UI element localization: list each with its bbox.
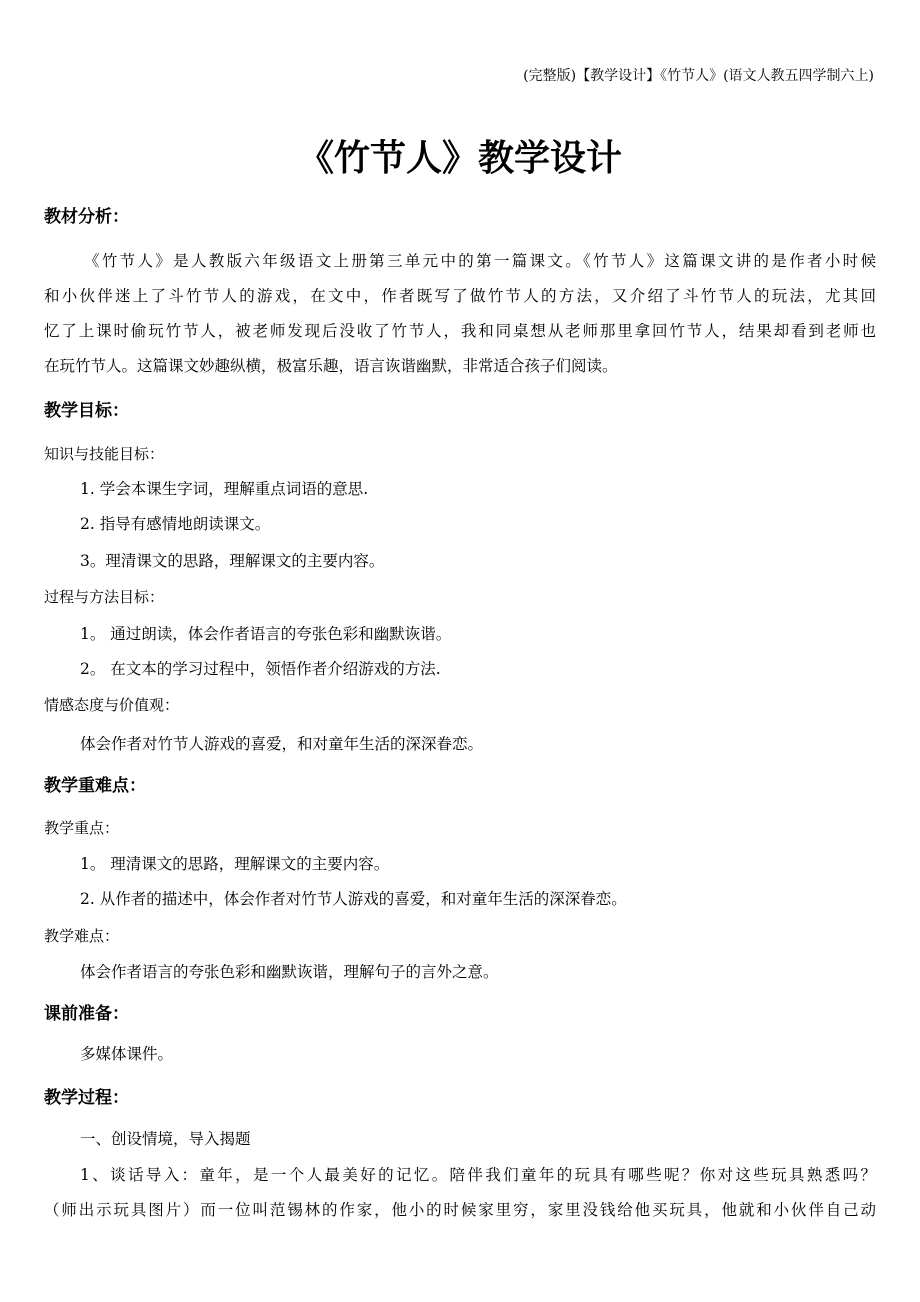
emotion-text: 体会作者对竹节人游戏的喜爱，和对童年生活的深深眷恋。: [80, 735, 484, 753]
process-label: 过程与方法目标：: [44, 588, 165, 606]
section-heading-preparation: 课前准备：: [44, 1004, 129, 1024]
list-item: 1。 理清课文的思路，理解课文的主要内容。: [80, 855, 390, 873]
page-header: (完整版)【教学设计】《竹节人》(语文人教五四学制六上): [523, 68, 874, 84]
list-item: 1。 通过朗读，体会作者语言的夸张色彩和幽默诙谐。: [80, 625, 452, 643]
paragraph-line: 《竹节人》是人教版六年级语文上册第三单元中的第一篇课文。《竹节人》这篇课文讲的是作者小时候: [84, 252, 876, 270]
list-item: 1. 学会本课生字词，理解重点词语的意思.: [80, 480, 369, 498]
paragraph-line: （师出示玩具图片）而一位叫范锡林的作家，他小的时候家里穷，家里没钱给他买玩具，他就和小伙伴自己动: [44, 1201, 876, 1219]
section-heading-goals: 教学目标：: [44, 401, 129, 421]
section-heading-analysis: 教材分析：: [44, 207, 129, 227]
section-heading-process: 教学过程：: [44, 1088, 129, 1108]
list-item: 2. 指导有感情地朗读课文。: [80, 515, 271, 533]
document-title: 《竹节人》教学设计: [297, 137, 622, 179]
step-heading: 一、创设情境，导入揭题: [80, 1130, 251, 1148]
preparation-text: 多媒体课件。: [80, 1045, 174, 1063]
section-heading-key-points: 教学重难点：: [44, 776, 146, 796]
paragraph-line: 和小伙伴迷上了斗竹节人的游戏，在文中，作者既写了做竹节人的方法，又介绍了斗竹节人的玩法，尤其回: [44, 287, 876, 305]
focus-label: 教学重点：: [44, 819, 120, 837]
difficulty-text: 体会作者语言的夸张色彩和幽默诙谐，理解句子的言外之意。: [80, 963, 499, 981]
list-item: 2。 在文本的学习过程中，领悟作者介绍游戏的方法.: [80, 660, 441, 678]
list-item: 2. 从作者的描述中，体会作者对竹节人游戏的喜爱，和对童年生活的深深眷恋。: [80, 890, 627, 908]
knowledge-label: 知识与技能目标：: [44, 445, 165, 463]
paragraph-line: 在玩竹节人。这篇课文妙趣纵横，极富乐趣，语言诙谐幽默，非常适合孩子们阅读。: [44, 357, 618, 375]
paragraph-line: 忆了上课时偷玩竹节人，被老师发现后没收了竹节人，我和同桌想从老师那里拿回竹节人，结果却看到老师也: [44, 322, 876, 340]
list-item: 3。理清课文的思路，理解课文的主要内容。: [80, 552, 385, 570]
emotion-label: 情感态度与价值观：: [44, 696, 180, 714]
paragraph-line: 1、谈话导入：童年，是一个人最美好的记忆。陪伴我们童年的玩具有哪些呢？你对这些玩具熟悉吗？: [80, 1166, 876, 1184]
difficulty-label: 教学难点：: [44, 927, 120, 945]
